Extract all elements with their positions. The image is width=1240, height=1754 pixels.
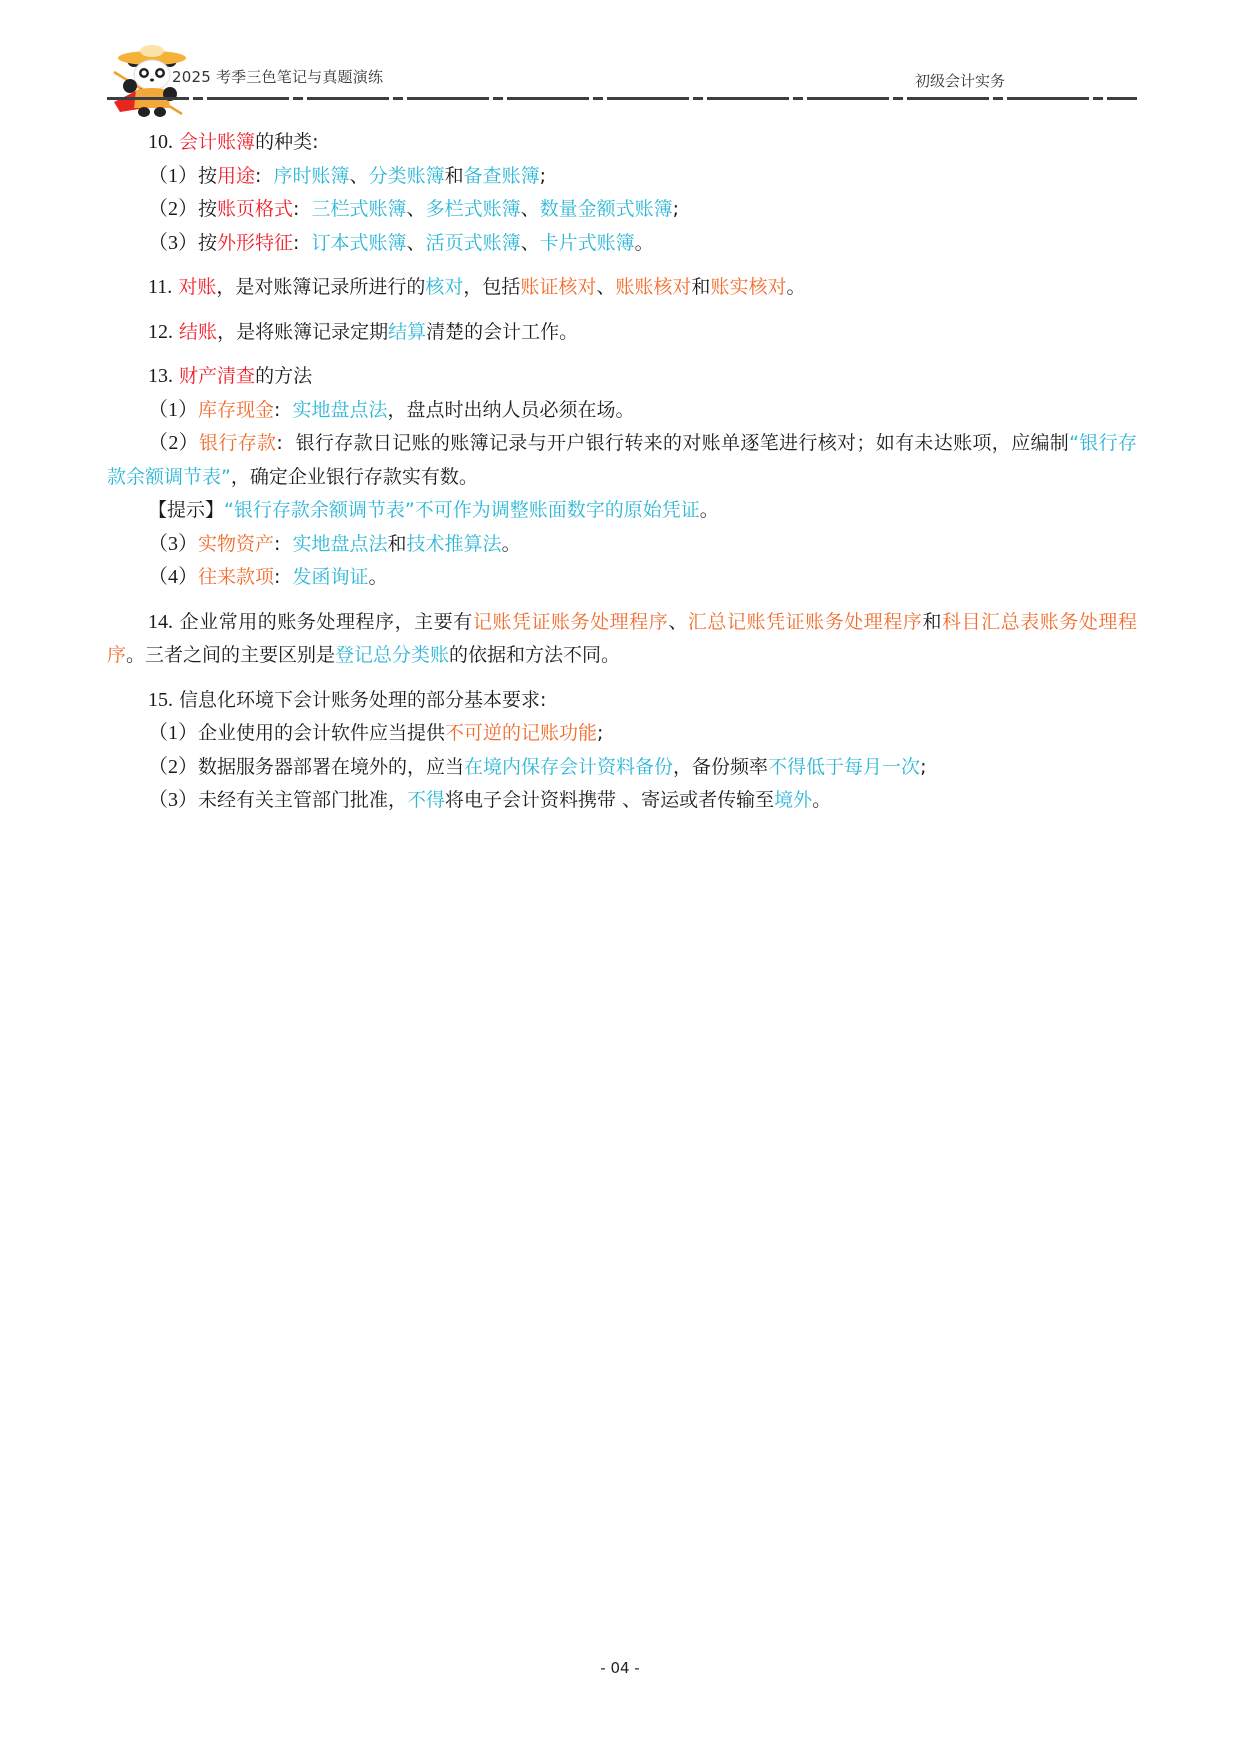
item-13-sub-1: （1）库存现金: 实地盘点法，盘点时出纳人员必须在场。 [148, 398, 635, 421]
item-15-heading: 15. 信息化环境下会计账务处理的部分基本要求: [148, 688, 547, 711]
item-10-sub-3: （3）按外形特征: 订本式账簿、活页式账簿、卡片式账簿。 [148, 231, 654, 254]
key-term: 会计账簿 [179, 131, 256, 153]
key-term: 结账 [179, 320, 218, 343]
item-13-sub-4: （4）往来款项: 发函询证。 [148, 566, 388, 588]
item-13-sub-2: （2）银行存款: 银行存款日记账的账簿记录与开户银行转来的对账单逐笔进行核对；如有未达账项，应编制“银行存款余额调节表”，确定企业银行存款实有数。 [107, 432, 1137, 488]
item-15-sub-3: （3）未经有关主管部门批准，不得将电子会计资料携带 、寄运或者传输至境外。 [148, 789, 832, 811]
item-11: 11. 对账，是对账簿记录所进行的核对，包括账证核对、账账核对和账实核对。 [148, 276, 806, 298]
key-term: 对账 [178, 276, 217, 298]
notes-content [107, 126, 1137, 818]
item-13-sub-3: （3）实物资产: 实地盘点法和技术推算法。 [148, 532, 521, 555]
header-divider [107, 97, 1137, 100]
item-15-sub-2: （2）数据服务器部署在境外的，应当在境内保存会计资料备份，备份频率不得低于每月一次; [148, 755, 927, 778]
item-10-heading: 10. 会计账簿的种类: [148, 131, 319, 153]
key-term: 财产清查 [179, 365, 256, 387]
item-13-tip: 【提示】“银行存款余额调节表”不可作为调整账面数字的原始凭证。 [148, 499, 719, 521]
item-15-sub-1: （1）企业使用的会计软件应当提供不可逆的记账功能; [148, 722, 604, 744]
item-13-heading: 13. 财产清查的方法 [148, 365, 313, 387]
item-14: 14. 企业常用的账务处理程序，主要有记账凭证账务处理程序、汇总记账凭证账务处理程序和科目汇总表账务处理程序。三者之间的主要区别是登记总分类账的依据和方法不同。 [107, 610, 1137, 666]
item-12: 12. 结账，是将账簿记录定期结算清楚的会计工作。 [148, 320, 579, 343]
subject-title: 初级会计实务 [914, 72, 1005, 90]
document-series-title: 2025 考季三色笔记与真题演练 [172, 68, 384, 86]
tip-label: 【提示】 [148, 499, 225, 521]
item-10-sub-2: （2）按账页格式: 三栏式账簿、多栏式账簿、数量金额式账簿; [148, 198, 680, 220]
page-number: - 04 - [600, 1659, 640, 1677]
item-10-sub-1: （1）按用途: 序时账簿、分类账簿和备查账簿; [148, 164, 547, 187]
